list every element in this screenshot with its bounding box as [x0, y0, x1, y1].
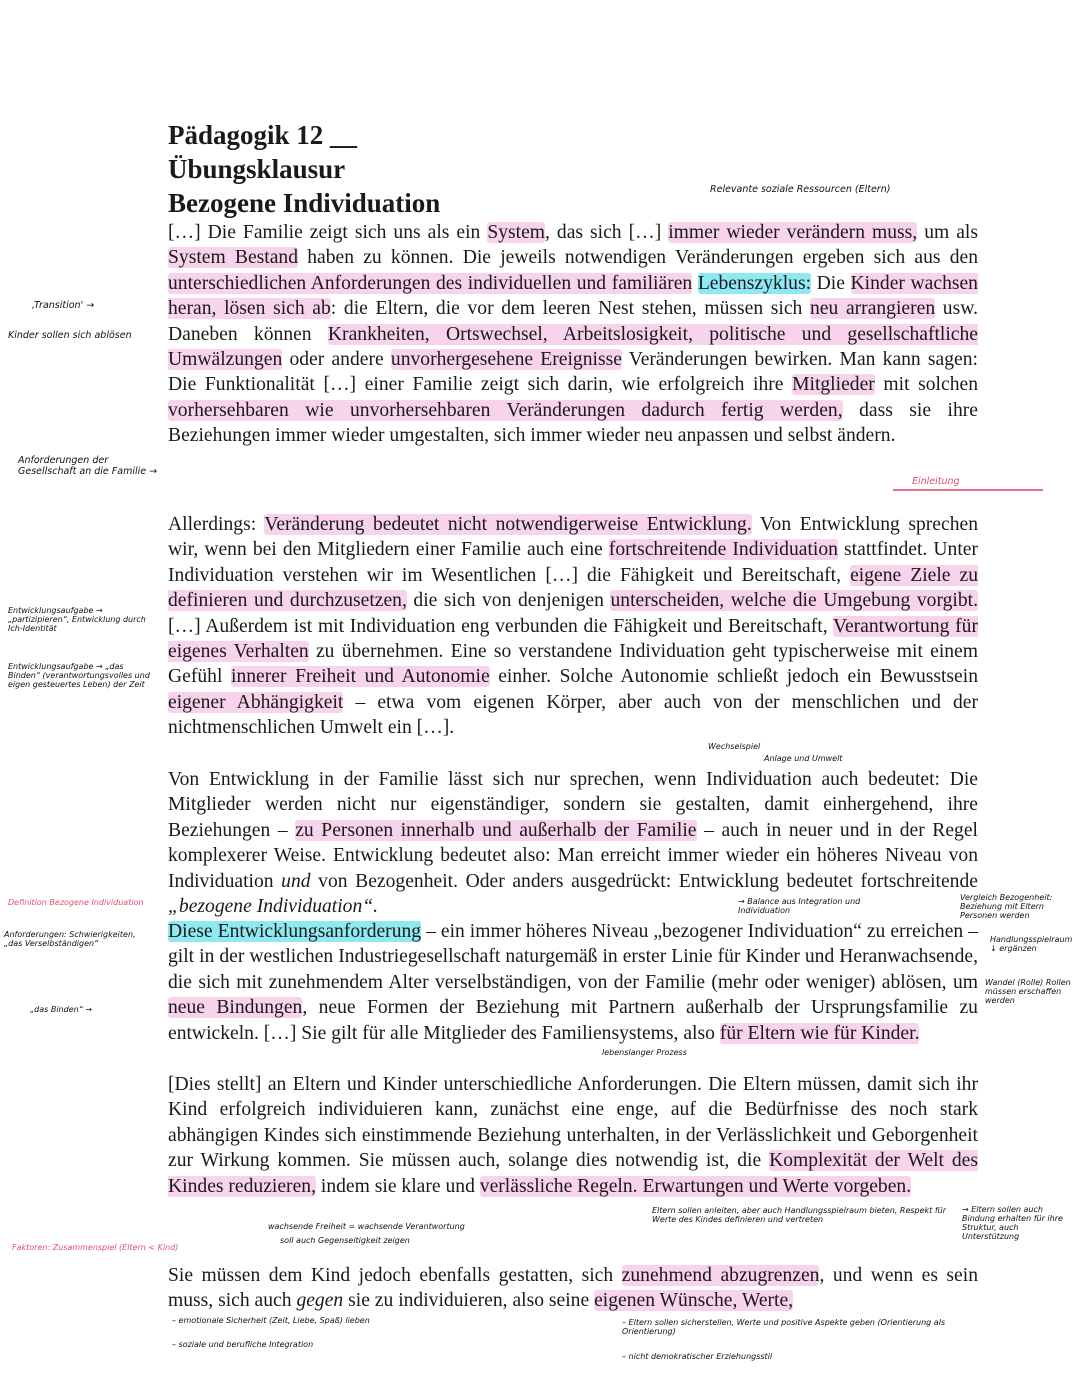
highlighted-text: Komplexität der Welt des Kindes reduzieren,: [168, 1150, 978, 1197]
body-text: , und wenn es sein muss, sich auch: [168, 1265, 978, 1312]
paragraph-6: [168, 1263, 978, 1314]
note-eltern-anleiten: Eltern sollen anleiten, aber auch Handlungsspielraum bieten, Respekt für Werte des Kindes definieren und vertreten: [652, 1206, 947, 1224]
body-text: – etwa vom eigenen Körper, aber auch von der menschlichen und der nichtmenschlichen Umwelt ein […].: [168, 691, 978, 739]
highlighted-text: immer wieder verändern muss,: [668, 222, 918, 243]
highlighted-text: Kinder wachsen heran, lösen sich ab: [168, 272, 978, 320]
body-text: [692, 273, 698, 294]
highlighted-text: eigene Ziele zu definieren und durchzusetzen,: [168, 564, 979, 612]
highlighted-text: innerer Freiheit und Autonomie: [231, 666, 490, 688]
note-definition: Definition Bezogene Individuation: [8, 898, 144, 907]
body-text: von Bezogenheit. Oder anders ausgedrückt: Entwicklung bedeutet fortschreitende: [310, 870, 978, 892]
highlighted-text: Diese Entwicklungsanforderung: [168, 921, 422, 942]
highlighted-text: eigener Abhängigkeit: [168, 691, 344, 713]
body-text: sie zu individuieren, also seine: [343, 1290, 595, 1312]
highlighted-text: vorhersehbaren wie unvorhersehbaren Veränderungen dadurch fertig werden,: [168, 399, 843, 421]
note-foot-3: – Eltern sollen sicherstellen, Werte und positive Aspekte geben (Orientierung als Orientierung): [622, 1318, 946, 1336]
body-text: dass sie ihre Beziehungen immer wieder umgestalten, sich immer wieder neu anpassen und selbst ändern.: [168, 399, 979, 447]
highlighted-text: unterschiedlichen Anforderungen des individuellen und familiären: [168, 272, 693, 294]
highlighted-text: eigenen Wünsche, Werte,: [594, 1290, 794, 1312]
body-text: mit solchen: [874, 374, 978, 396]
body-text: haben zu können. Die jeweils notwendigen Veränderungen ergeben sich aus den: [298, 247, 978, 269]
note-rolle: Wandel (Rolle) Rollen müssen erschaffen werden: [985, 978, 1071, 1005]
note-entwicklung-1: Entwicklungsaufgabe → „partizipieren“, Entwicklung durch Ich-Identität: [8, 606, 146, 633]
body-text: […] Die Familie zeigt sich uns als ein: [168, 222, 488, 243]
note-gegenseitig: soll auch Gegenseitigkeit zeigen: [280, 1236, 410, 1245]
body-text: um als: [917, 222, 978, 243]
highlighted-text: System: [487, 222, 546, 243]
topic-title: Bezogene Individuation: [168, 188, 441, 218]
highlighted-text: verlässliche Regeln. Erwartungen und Werte vorgeben.: [479, 1175, 912, 1197]
body-text: zu übernehmen. Eine so verstandene Individuation geht typischerweise mit einem Gefühl: [168, 641, 978, 688]
body-text: – ein immer höheres Niveau „bezogener Individuation“ zu erreichen – gilt in der westlichen Industriegesellschaft naturgemäß in erster Linie für Kinder und Heranwachsende, die sich mit zunehmendem Alter verselbständigen, von der Familie (mehr oder weniger) ablösen, um: [168, 921, 978, 993]
body-text: usw. Daneben können: [168, 298, 978, 345]
note-wachsende: wachsende Freiheit = wachsende Verantwortung: [268, 1222, 465, 1231]
highlighted-text: System Bestand: [168, 247, 299, 269]
body-text: einher. Solche Autonomie schließt jedoch ein Bewusstsein: [489, 666, 978, 688]
note-foot-1: – emotionale Sicherheit (Zeit, Liebe, Spaß) lieben: [172, 1316, 370, 1325]
paragraph-1: [168, 220, 978, 449]
highlighted-text: Krankheiten, Ortswechsel, Arbeitslosigkeit, politische und gesellschaftliche Umwälzungen: [168, 323, 978, 371]
paragraph-text: [168, 220, 978, 449]
body-text: , das sich […]: [545, 222, 669, 243]
highlighted-text: unvorhergesehene Ereignisse: [390, 349, 622, 371]
body-text: – auch in neuer und in der Regel komplexerer Weise. Entwicklung bedeutet also: Man erreicht immer wieder ein höheres Niveau von Individuation: [168, 819, 978, 892]
note-einleitung: Einleitung: [912, 476, 960, 487]
body-text: Von Entwicklung in der Familie lässt sich nur sprechen, wenn Individuation auch bedeutet: Die Mitglieder werden nicht nur eigenständiger, sondern sie gestalten, damit einhergehend, ihre Beziehungen –: [168, 769, 978, 841]
note-kinder: Kinder sollen sich ablösen: [8, 330, 132, 341]
note-anforderungen: Anforderungen der Gesellschaft an die Familie →: [18, 455, 158, 477]
note-handlung: Handlungsspielraum ↓ ergänzen: [990, 935, 1073, 953]
highlighted-text: Veränderung bedeutet nicht notwendigerweise Entwicklung.: [264, 514, 752, 535]
paragraph-2: [168, 512, 978, 741]
paragraph-text: [168, 1263, 978, 1314]
body-text: , neue Formen der Beziehung mit Partnern außerhalb der Ursprungsfamilie zu entwickeln. […] Sie gilt für alle Mitglieder des Familiensystems, also: [168, 997, 978, 1044]
paragraph-4: [168, 919, 978, 1046]
paragraph-text: [168, 919, 978, 1046]
italic-text: „bezogene Individuation“.: [168, 896, 379, 918]
body-text: : die Eltern, die vor dem leeren Nest stehen, müssen sich: [330, 298, 810, 320]
body-text: Die: [811, 272, 851, 294]
italic-text: und: [281, 870, 311, 892]
separator-line: [893, 489, 1043, 491]
paragraph-text: [168, 512, 978, 741]
body-text: Allerdings:: [168, 514, 265, 535]
note-faktoren: Faktoren: Zusammenspiel (Eltern < Kind): [12, 1243, 179, 1252]
body-text: Veränderungen bewirken. Man kann sagen: Die Funktionalität […] einer Familie zeigt sich darin, wie erfolgreich ihre: [168, 349, 978, 396]
body-text: […] Außerdem ist mit Individuation eng verbunden die Fähigkeit und Bereitschaft,: [168, 615, 833, 637]
note-foot-4: – nicht demokratischer Erziehungsstil: [622, 1352, 773, 1361]
note-transition: ‚Transition' →: [32, 300, 95, 311]
body-text: oder andere: [282, 349, 391, 371]
note-balance: → Balance aus Integration und Individuation: [738, 897, 861, 915]
body-text: Sie müssen dem Kind jedoch ebenfalls gestatten, sich: [168, 1265, 622, 1286]
highlighted-text: zunehmend abzugrenzen: [621, 1265, 820, 1286]
note-foot-2: – soziale und berufliche Integration: [172, 1340, 314, 1349]
subject-title: Pädagogik 12 __: [168, 120, 358, 150]
body-text: die sich von denjenigen: [406, 590, 611, 612]
body-text: [Dies stellt] an Eltern und Kinder unterschiedliche Anforderungen. Die Eltern müssen, damit sich ihr Kind erfolgreich individuieren kann, zunächst eine enge, auf die Bedürfnisse des noch stark abhängigen Kindes sich einstimmende Beziehung unterhalten, in der Verlässlichkeit und Geborgenheit zur Wirkung kommen. Sie müssen auch, solange dies notwendig ist, die: [168, 1074, 978, 1172]
note-lebenslang: lebenslanger Prozess: [602, 1048, 687, 1057]
note-entwicklung-2: Entwicklungsaufgabe → „das Binden“ (verantwortungsvolles und eigen gesteuertes Leben) der Zeit: [8, 662, 150, 689]
note-binden: „das Binden“ →: [30, 1005, 93, 1014]
exam-title: Übungsklausur: [168, 154, 346, 184]
highlighted-text: neu arrangieren: [810, 298, 936, 320]
paragraph-text: [168, 1072, 978, 1199]
highlighted-text: neue Bindungen: [168, 997, 303, 1019]
note-vergleich: Vergleich Bezogenheit: Beziehung mit Eltern Personen werden: [960, 893, 1053, 920]
note-anlage: Anlage und Umwelt: [764, 754, 843, 763]
highlighted-text: zu Personen innerhalb und außerhalb der Familie: [295, 819, 697, 841]
paragraph-5: [168, 1072, 978, 1199]
highlighted-text: unterscheiden, welche die Umgebung vorgibt.: [610, 590, 978, 612]
italic-text: gegen: [296, 1290, 344, 1312]
note-anforderungen-2: Anforderungen: Schwierigkeiten, „das Verselbständigen“: [4, 930, 136, 948]
note-relevante: Relevante soziale Ressourcen (Eltern): [710, 184, 891, 195]
highlighted-text: fortschreitende Individuation: [608, 539, 838, 561]
note-wechselspiel: Wechselspiel: [708, 742, 761, 751]
highlighted-text: Mitglieder: [792, 374, 875, 396]
highlighted-text: Lebenszyklus:: [697, 272, 812, 294]
body-text: Von Entwicklung sprechen wir, wenn bei den Mitgliedern einer Familie auch eine: [168, 514, 978, 561]
note-eltern-bindung: → Eltern sollen auch Bindung erhalten für ihre Struktur, auch Unterstützung: [962, 1205, 1063, 1241]
body-text: indem sie klare und: [315, 1175, 480, 1197]
highlighted-text: für Eltern wie für Kinder.: [719, 1022, 920, 1044]
body-text: stattfindet. Unter Individuation verstehen wir im Wesentlichen […] die Fähigkeit und Bereitschaft,: [168, 539, 978, 586]
highlighted-text: Verantwortung für eigenes Verhalten: [168, 615, 978, 663]
